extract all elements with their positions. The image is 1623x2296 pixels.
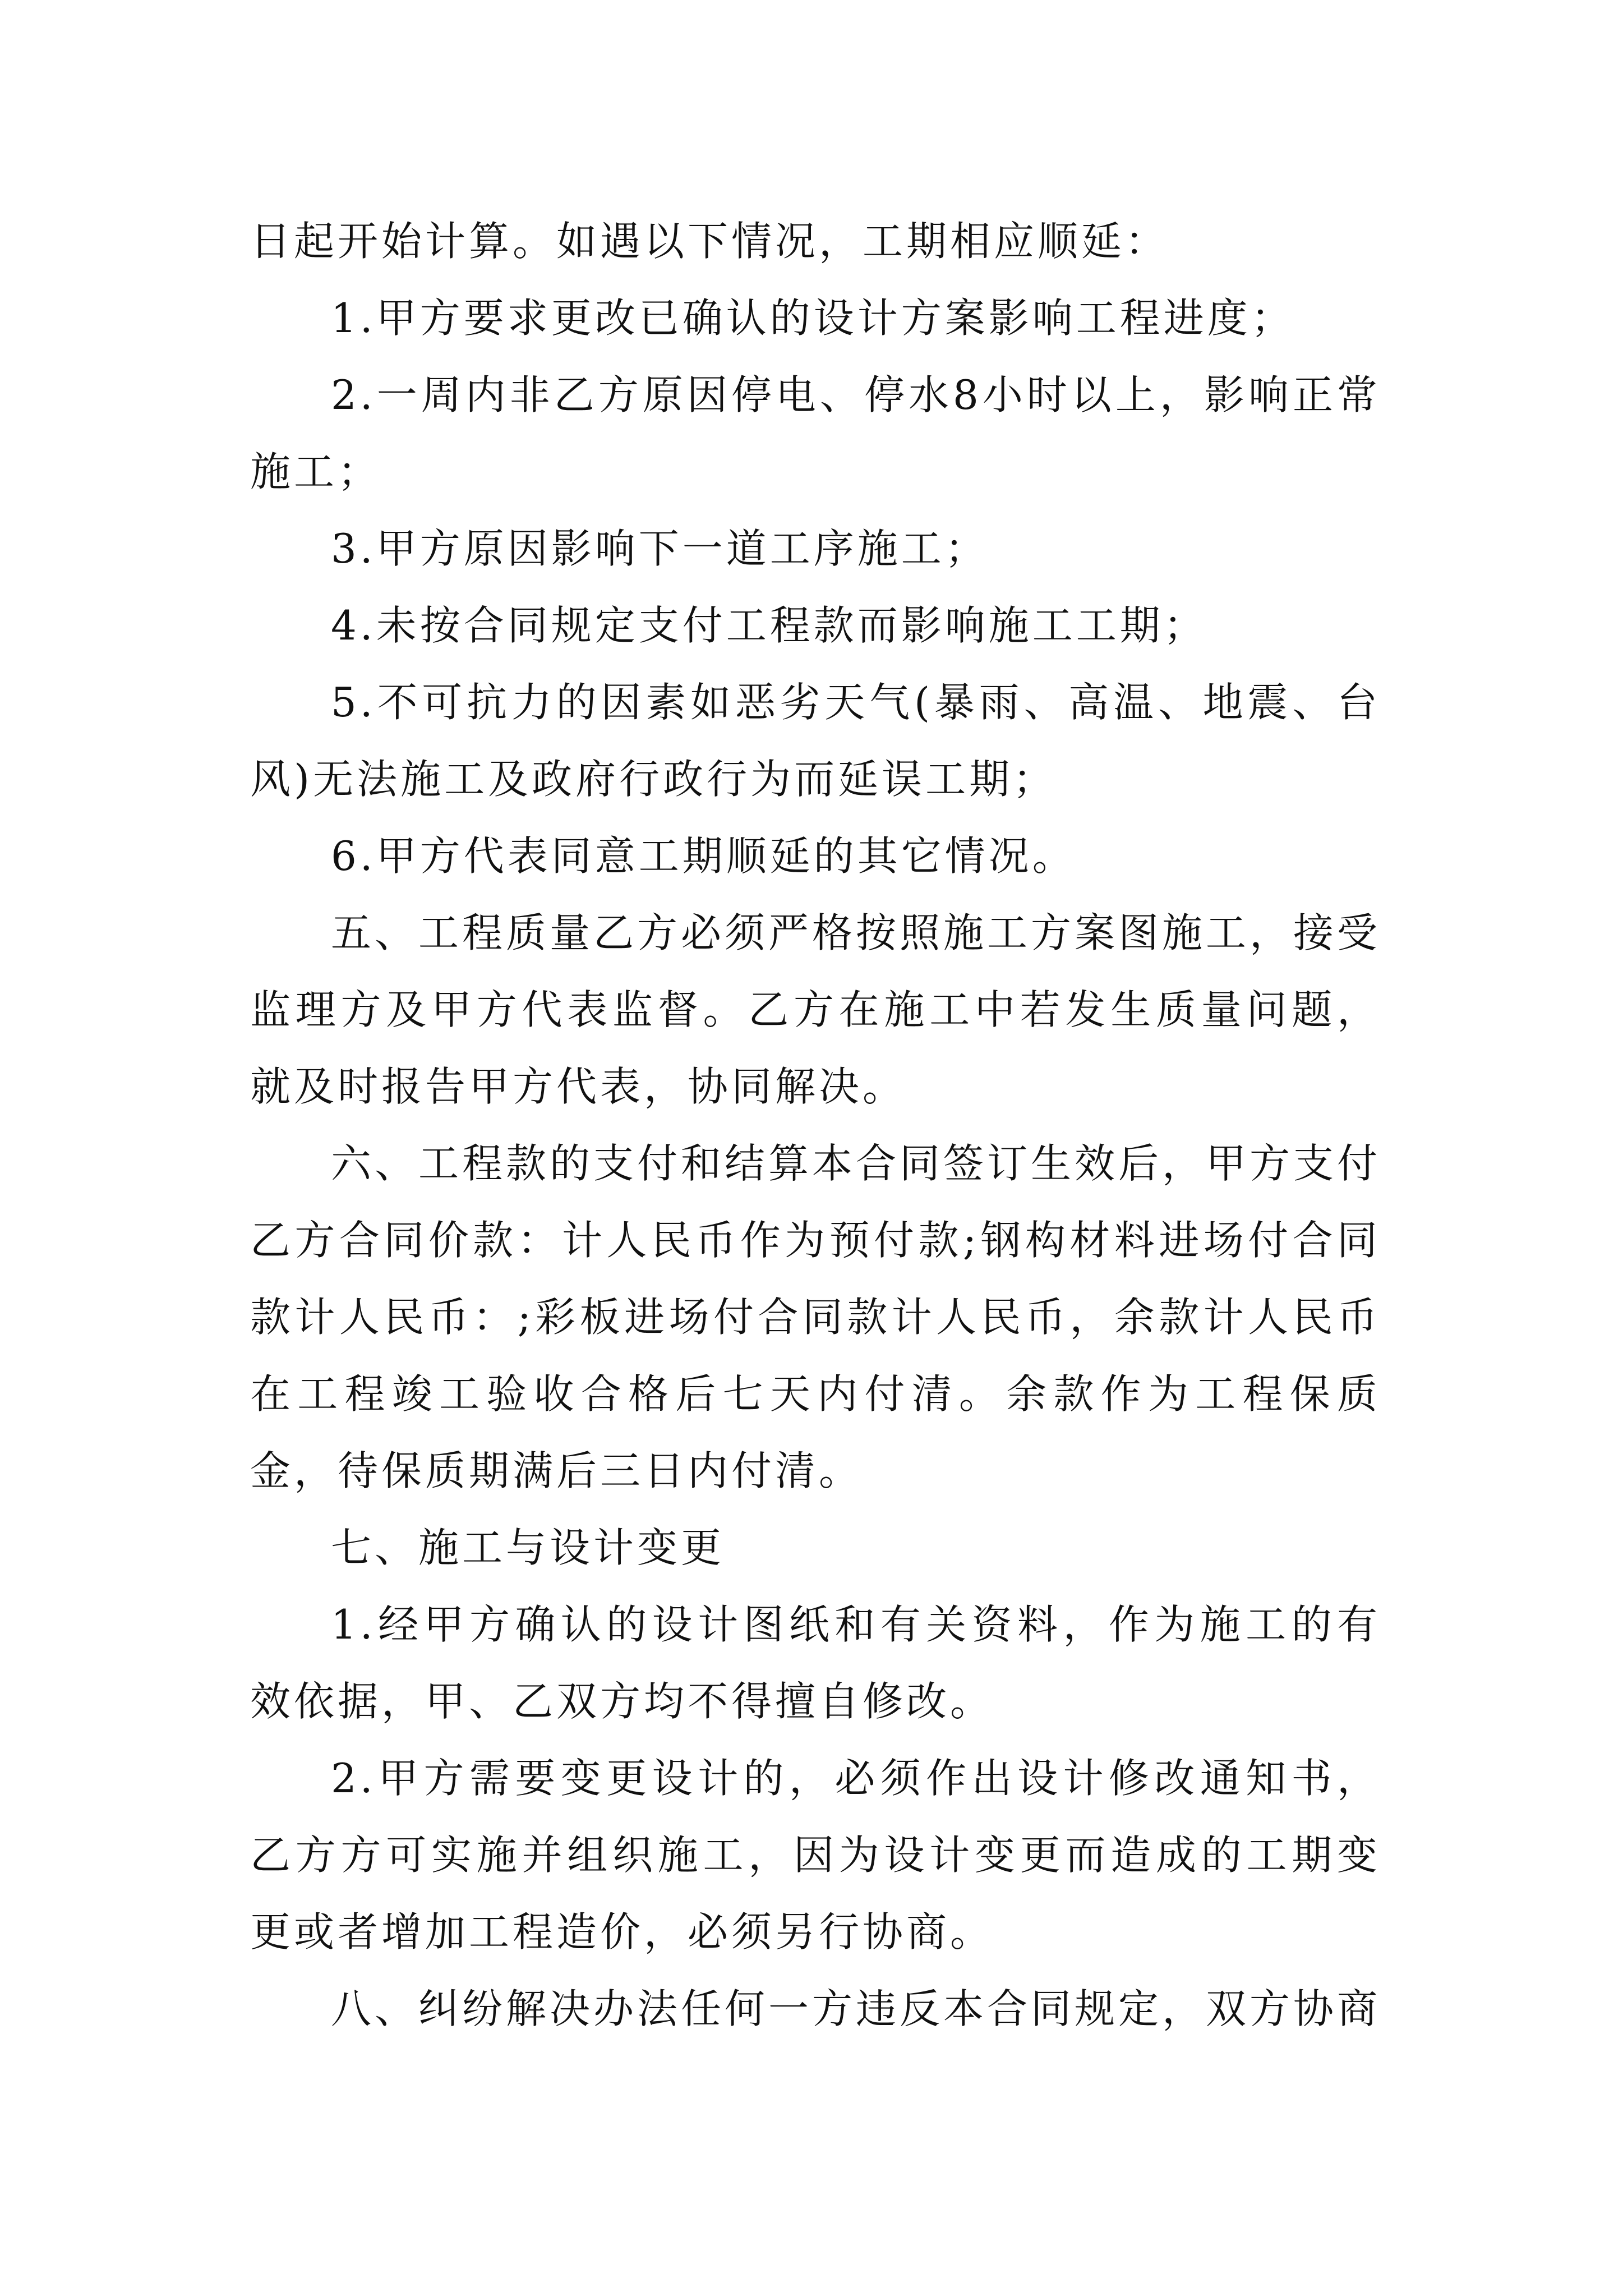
paragraph-item-6: 6.甲方代表同意工期顺延的其它情况。 (331, 832, 1076, 880)
document-body (250, 203, 1381, 2047)
paragraph-item-2: 2.一周内非乙方原因停电、停水8小时以上，影响正常施工； (250, 371, 1381, 495)
section-eight-disputes: 八、纠纷解决办法任何一方违反本合同规定，双方协商 (331, 1985, 1381, 2032)
paragraph-item-4: 4.未按合同规定支付工程款而影响施工工期； (331, 602, 1207, 649)
paragraph-continuation: 日起开始计算。如遇以下情况，工期相应顺延： (250, 218, 1169, 265)
section-seven-item-2: 2.甲方需要变更设计的，必须作出设计修改通知书，乙方方可实施并组织施工，因为设计变更而造成的工期变更或者增加工程造价，必须另行协商。 (250, 1755, 1381, 1955)
paragraph-item-1: 1.甲方要求更改已确认的设计方案影响工程进度； (331, 295, 1295, 342)
section-seven-heading: 七、施工与设计变更 (331, 1524, 725, 1571)
paragraph-item-3: 3.甲方原因影响下一道工序施工； (331, 525, 989, 572)
section-seven-item-1: 1.经甲方确认的设计图纸和有关资料，作为施工的有效依据，甲、乙双方均不得擅自修改。 (250, 1601, 1381, 1725)
section-five-quality: 五、工程质量乙方必须严格按照施工方案图施工，接受监理方及甲方代表监督。乙方在施工中若发生质量问题，就及时报告甲方代表，协同解决。 (250, 909, 1381, 1110)
paragraph-item-5: 5.不可抗力的因素如恶劣天气(暴雨、高温、地震、台风)无法施工及政府行政行为而延误工期； (250, 679, 1381, 803)
section-six-payment: 六、工程款的支付和结算本合同签订生效后，甲方支付乙方合同价款：计人民币作为预付款;钢构材料进场付合同款计人民币：;彩板进场付合同款计人民币，余款计人民币在工程竣工验收合格后七天内付清。余款作为工程保质金，待保质期满后三日内付清。 (250, 1140, 1381, 1494)
